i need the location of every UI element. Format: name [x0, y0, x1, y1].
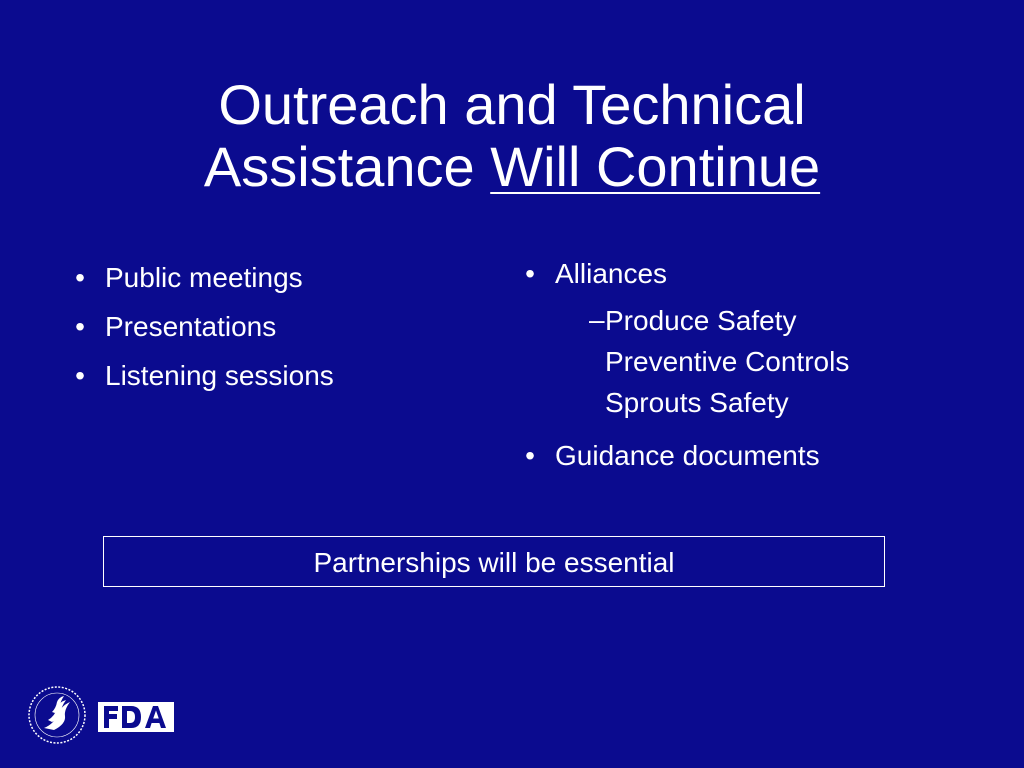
list-item	[68, 262, 488, 294]
bullet-icon: •	[525, 440, 535, 471]
sub-item-lines	[605, 300, 978, 423]
hhs-seal-icon	[29, 687, 85, 743]
sub-item-text: Preventive Controls	[605, 346, 850, 377]
bullet-text: Public meetings	[105, 262, 303, 293]
sub-item-text: Sprouts Safety	[605, 387, 789, 418]
bullet-text: Alliances	[555, 258, 668, 289]
agency-logos	[24, 680, 184, 750]
title-line-2-underlined: Will Continue	[490, 135, 821, 198]
bullet-icon: •	[75, 262, 85, 293]
list-item	[518, 258, 978, 423]
slide-title	[0, 74, 1024, 198]
bullet-text: Listening sessions	[105, 360, 334, 391]
bullet-icon: •	[75, 360, 85, 391]
title-line-2-plain: Assistance	[203, 135, 491, 198]
dash-icon: –	[589, 304, 605, 335]
bullet-icon: •	[75, 311, 85, 342]
sub-item-text: Produce Safety	[605, 305, 797, 336]
title-line-1: Outreach and Technical	[218, 73, 806, 136]
fda-logo-icon	[98, 702, 174, 732]
left-bullet-list	[68, 262, 488, 409]
list-item	[555, 300, 978, 423]
list-item	[68, 311, 488, 343]
alliances-sub-list	[555, 300, 978, 423]
bullet-text: Presentations	[105, 311, 277, 342]
list-item	[518, 440, 978, 472]
right-bullet-list	[518, 258, 978, 489]
list-item	[68, 360, 488, 392]
bullet-text: Guidance documents	[555, 440, 820, 471]
bullet-icon: •	[525, 258, 535, 289]
callout-box: Partnerships will be essential	[103, 536, 885, 587]
